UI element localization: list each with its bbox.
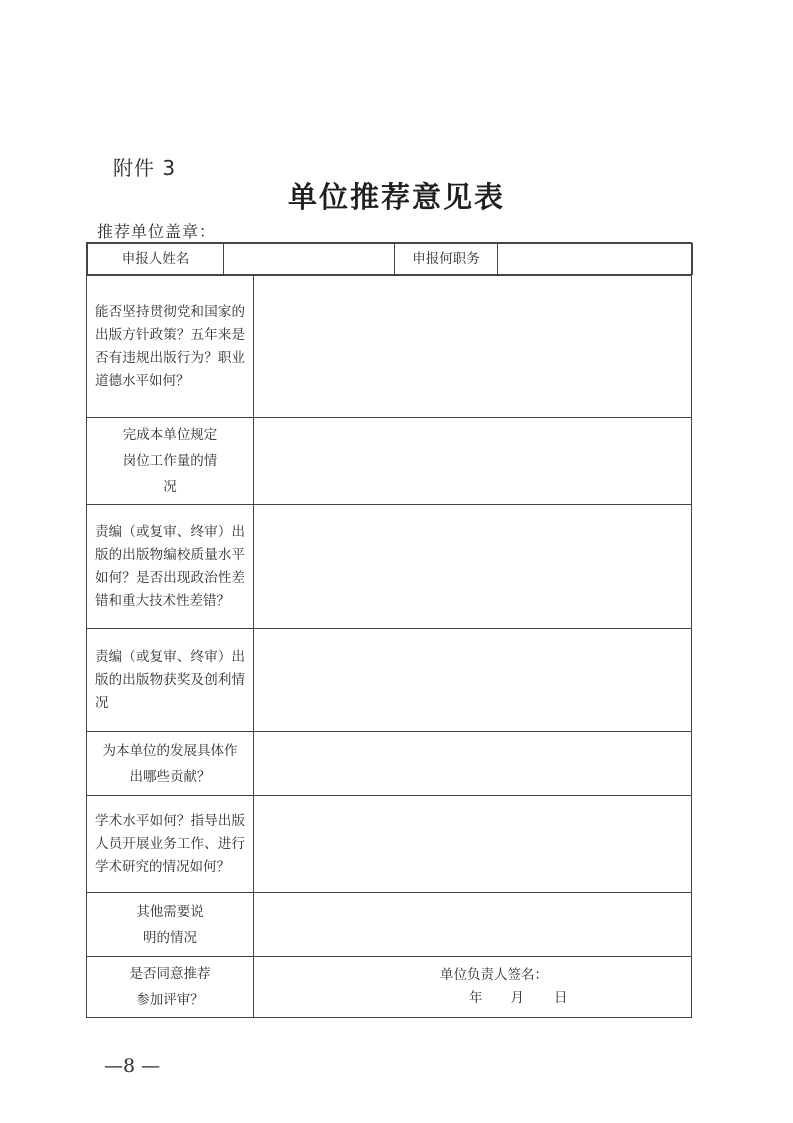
row-field-contribution[interactable] xyxy=(254,732,692,796)
applicant-info-row xyxy=(87,243,692,276)
row-field-workload[interactable] xyxy=(254,418,692,505)
row-field-awards[interactable] xyxy=(254,629,692,732)
row-label-editing-quality: 责编（或复审、终审）出版的出版物编校质量水平如何？是否出现政治性差错和重大技术性差错？ xyxy=(87,505,254,629)
form-row xyxy=(87,418,692,505)
signature-label: 单位负责人签名： xyxy=(440,967,548,983)
applicant-name-field[interactable] xyxy=(224,244,395,275)
agree-label: 是否同意推荐参加评审？ xyxy=(87,957,254,1018)
form-row xyxy=(87,276,692,418)
form-row xyxy=(87,629,692,732)
row-field-policy[interactable] xyxy=(254,276,692,418)
date-day: 日 xyxy=(554,990,568,1006)
form-row xyxy=(87,893,692,957)
row-label-policy: 能否坚持贯彻党和国家的出版方针政策？五年来是否有违规出版行为？职业道德水平如何？ xyxy=(87,276,254,418)
form-row xyxy=(87,732,692,796)
date-year: 年 xyxy=(469,990,483,1006)
row-field-academic[interactable] xyxy=(254,796,692,893)
row-label-other: 其他需要说明的情况 xyxy=(87,893,254,957)
date-month: 月 xyxy=(510,990,524,1006)
recommending-unit-seal-label: 推荐单位盖章： xyxy=(97,222,217,241)
row-label-academic: 学术水平如何？指导出版人员开展业务工作、进行学术研究的情况如何？ xyxy=(87,796,254,893)
row-label-contribution: 为本单位的发展具体作出哪些贡献？ xyxy=(87,732,254,796)
position-field[interactable] xyxy=(498,244,693,275)
attachment-label: 附件 3 xyxy=(113,156,177,180)
page-title: 单位推荐意见表 xyxy=(287,180,505,214)
signature-date xyxy=(254,987,691,1010)
row-label-workload: 完成本单位规定岗位工作量的情况 xyxy=(87,418,254,505)
form-row xyxy=(87,505,692,629)
row-label-awards: 责编（或复审、终审）出版的出版物获奖及创利情况 xyxy=(87,629,254,732)
row-field-editing-quality[interactable] xyxy=(254,505,692,629)
position-label: 申报何职务 xyxy=(395,244,498,275)
applicant-name-label: 申报人姓名 xyxy=(88,244,224,275)
agree-row xyxy=(87,957,692,1018)
page-number: —8 — xyxy=(104,1055,161,1077)
signature-box[interactable] xyxy=(254,957,692,1018)
recommendation-form-table xyxy=(86,242,692,1018)
row-field-other[interactable] xyxy=(254,893,692,957)
form-row xyxy=(87,796,692,893)
